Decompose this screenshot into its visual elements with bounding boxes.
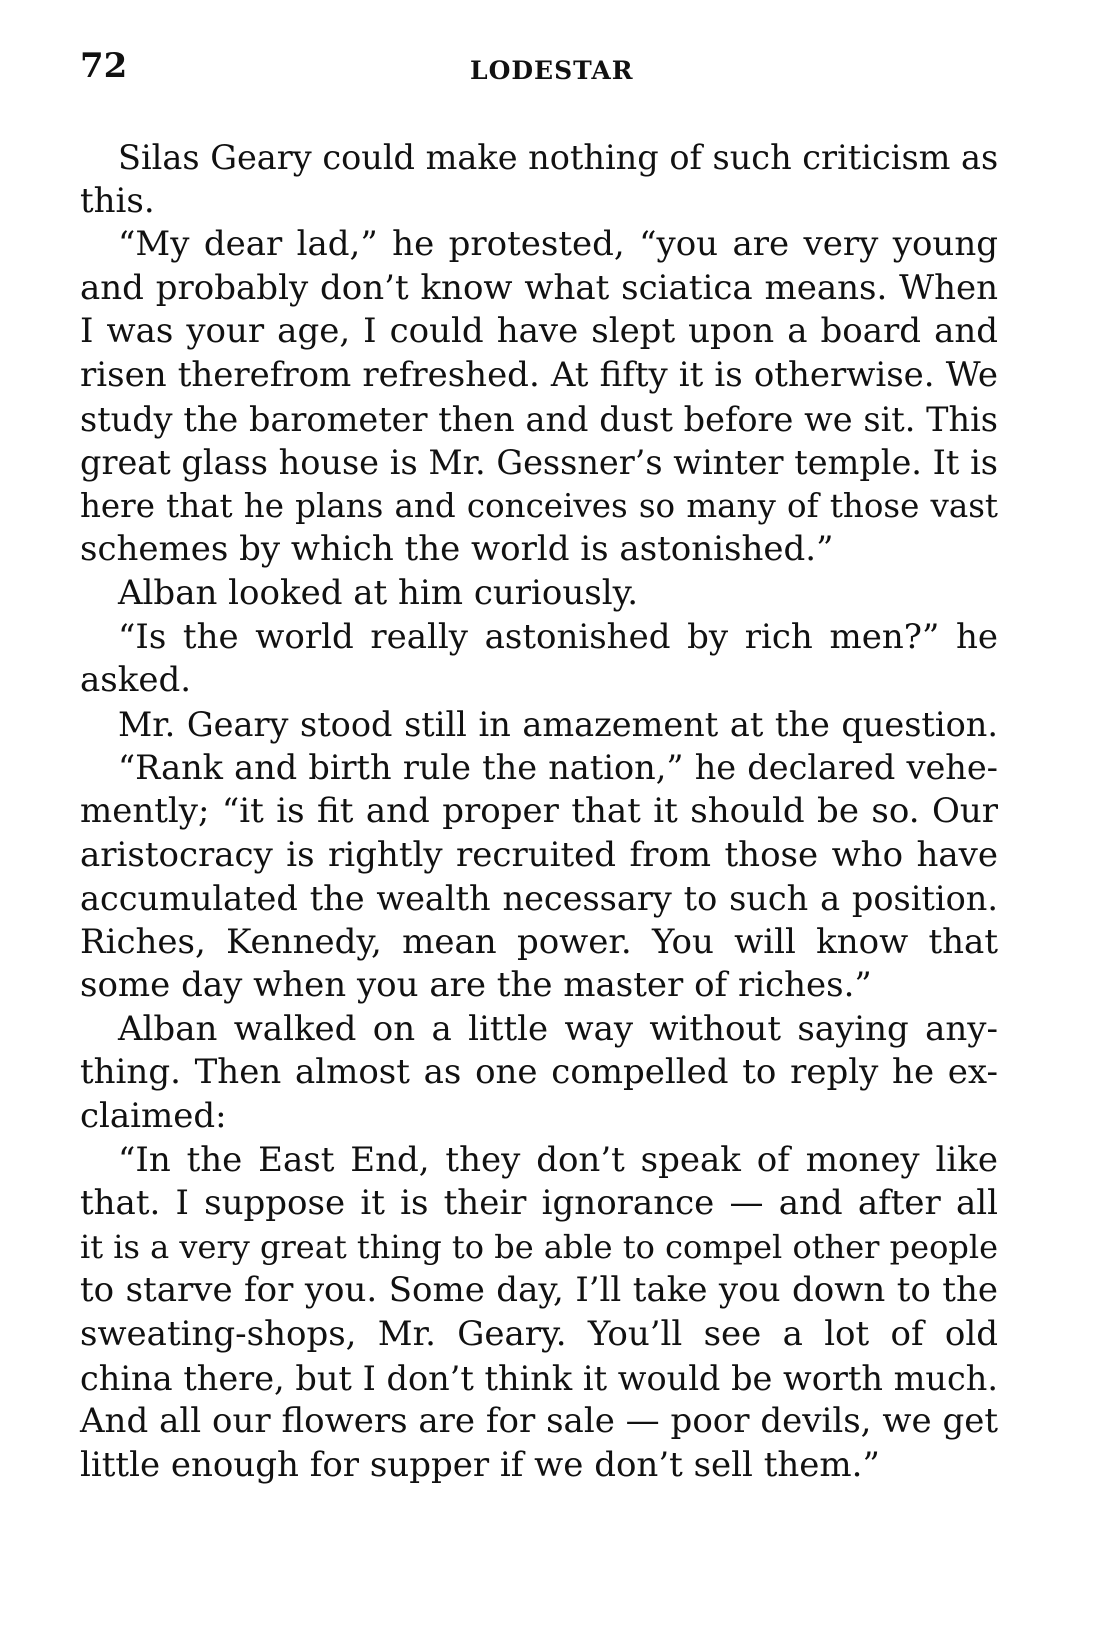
text-line: mently; “it is fit and proper that it should be so. Our — [80, 790, 998, 831]
running-title: LODESTAR — [470, 56, 634, 85]
text-line: I was your age, I could have slept upon a board and — [80, 311, 998, 352]
text-line: Silas Geary could make nothing of such criticism as — [118, 138, 999, 177]
text-line: this. — [80, 180, 155, 221]
text-line: asked. — [80, 660, 192, 701]
text-line: Mr. Geary stood still in amazement at the question. — [118, 704, 998, 744]
text-line: schemes by which the world is astonished.” — [80, 529, 834, 570]
text-line: “Is the world really astonished by rich men?” he — [118, 616, 998, 657]
text-line: Alban looked at him curiously. — [118, 572, 639, 613]
text-line: “In the East End, they don’t speak of money like — [118, 1139, 998, 1180]
text-line: thing. Then almost as one compelled to reply he ex- — [80, 1052, 998, 1093]
text-line: aristocracy is rightly recruited from those who have — [80, 834, 998, 875]
text-line: Riches, Kennedy, mean power. You will know that — [80, 921, 998, 962]
text-line: “Rank and birth rule the nation,” he declared vehe- — [118, 748, 998, 788]
text-line: “My dear lad,” he protested, “you are very young — [118, 224, 998, 265]
text-line: china there, but I don’t think it would be worth much. — [80, 1358, 998, 1398]
text-line: Alban walked on a little way without saying any- — [118, 1008, 998, 1049]
text-line: And all our flowers are for sale — poor devils, we get — [80, 1401, 998, 1442]
text-line: claimed: — [80, 1096, 227, 1137]
text-line: accumulated the wealth necessary to such a position. — [80, 879, 998, 919]
text-line: study the barometer then and dust before we sit. This — [80, 399, 998, 439]
text-line: here that he plans and conceives so many of those vast — [80, 486, 998, 525]
page-number: 72 — [80, 46, 128, 86]
text-line: it is a very great thing to be able to compel other people — [80, 1227, 998, 1266]
text-line: that. I suppose it is their ignorance — and after all — [80, 1183, 998, 1224]
text-line: some day when you are the master of riches.” — [80, 965, 872, 1006]
text-line: sweating-shops, Mr. Geary. You’ll see a lot of old — [80, 1314, 998, 1355]
text-line: risen therefrom refreshed. At fifty it is otherwise. We — [80, 354, 998, 395]
text-line: to starve for you. Some day, I’ll take you down to the — [80, 1270, 998, 1311]
text-line: great glass house is Mr. Gessner’s winter temple. It is — [80, 443, 998, 483]
text-line: little enough for supper if we don’t sell them.” — [80, 1444, 880, 1485]
text-line: and probably don’t know what sciatica means. When — [80, 267, 998, 308]
body-text — [80, 136, 998, 1487]
